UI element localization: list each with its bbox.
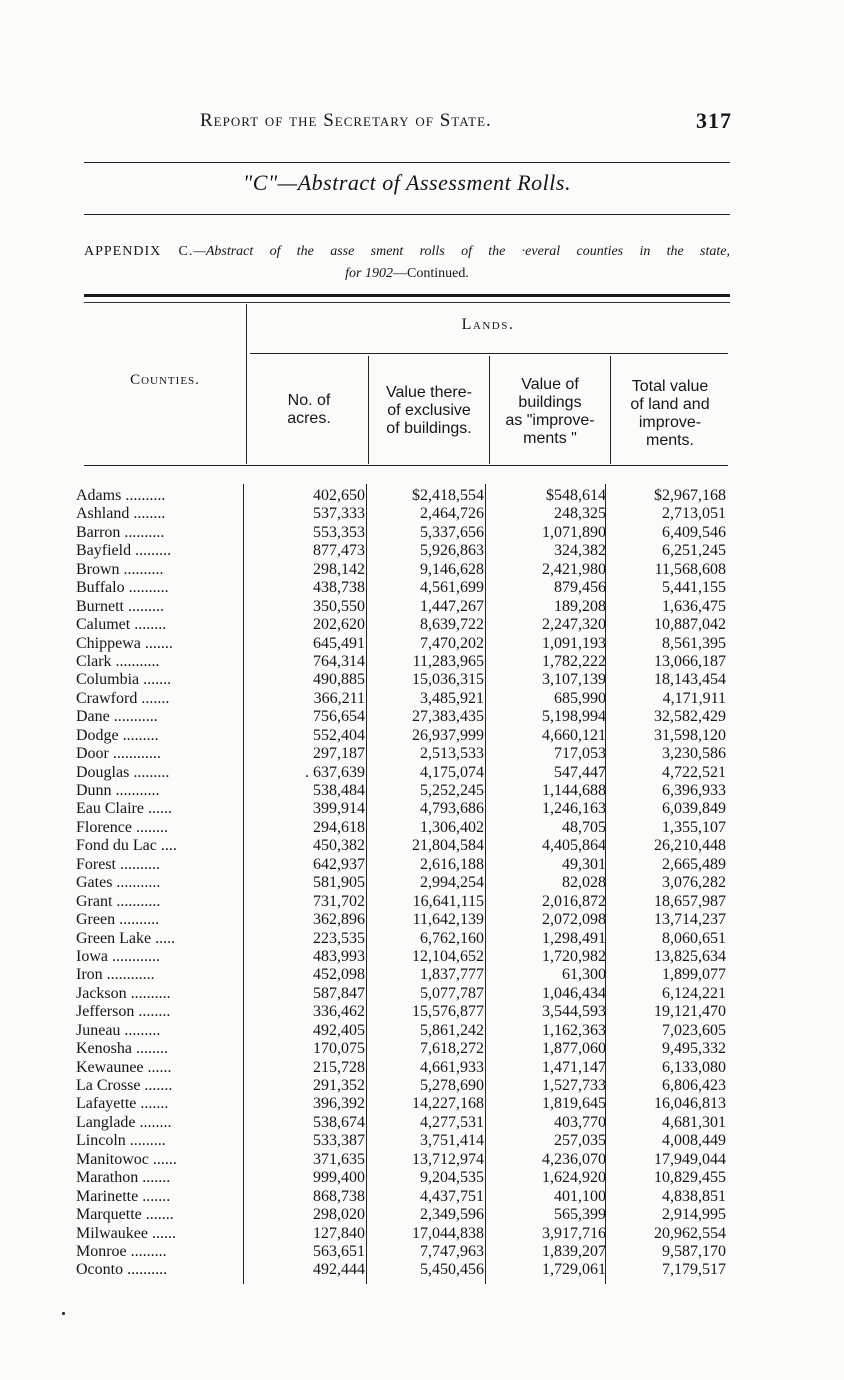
total-value-cell: 7,023,605 [662,1021,726,1039]
county-name: Crawford ....... [76,689,170,707]
table-row [0,671,844,689]
column-header-line: Value there- [386,384,472,401]
total-value-cell: 13,066,187 [654,652,726,670]
column-header-line: acres. [287,410,331,427]
buildings-value-cell: 1,091,193 [542,634,606,652]
total-value-cell: 8,561,395 [662,634,726,652]
total-value-cell: 11,568,608 [654,560,726,578]
total-value-cell: 6,251,245 [662,542,726,560]
land-value-cell: 7,470,202 [420,634,484,652]
table-top-thick-rule [84,294,730,297]
table-row [0,800,844,818]
land-value-cell: 8,639,722 [420,616,484,634]
land-value-cell: 7,618,272 [420,1040,484,1058]
total-value-cell: 6,806,423 [662,1077,726,1094]
land-value-cell: 2,513,533 [420,745,484,763]
buildings-value-cell: 1,720,982 [542,947,606,965]
land-value-cell: 27,383,435 [412,708,484,726]
buildings-value-cell: $548,614 [546,487,606,504]
column-header-acres [252,392,366,428]
table-row [0,1206,844,1224]
total-value-cell: 9,587,170 [662,1242,726,1260]
table-row [0,1114,844,1132]
buildings-value-cell: 1,729,061 [542,1261,606,1279]
acres-cell: 492,405 [313,1021,365,1039]
land-value-cell: 14,227,168 [412,1095,484,1113]
land-value-cell: 21,804,584 [412,837,484,855]
table-row [0,598,844,616]
table-body [0,487,844,1280]
total-value-cell: 1,636,475 [662,597,726,615]
table-row [0,542,844,560]
appendix-text-line1: —Abstract of the asse sment rolls of the ·everal counties in the state, [193,244,731,259]
total-value-cell: 2,713,051 [662,505,726,523]
county-name: Oconto .......... [76,1261,168,1279]
rule-bottom [84,214,730,215]
acres-cell: 366,211 [313,689,365,707]
table-row [0,1040,844,1058]
buildings-value-cell: 49,301 [562,855,606,873]
land-value-cell: 5,278,690 [420,1077,484,1094]
acres-cell: 764,314 [313,652,365,670]
land-value-cell: 9,204,535 [420,1169,484,1187]
county-divider [246,304,247,464]
buildings-value-cell: 1,071,890 [542,523,606,541]
county-name: Langlade ........ [76,1113,172,1131]
running-header [200,108,732,138]
land-value-cell: 4,793,686 [420,800,484,818]
table-row [0,690,844,708]
buildings-value-cell: 4,236,070 [542,1150,606,1168]
acres-cell: 396,392 [313,1095,365,1113]
total-value-cell: 18,657,987 [654,892,726,910]
table-row [0,1151,844,1169]
total-value-cell: 20,962,554 [654,1224,726,1242]
appendix-caption [84,242,730,262]
buildings-value-cell: 1,471,147 [542,1058,606,1076]
total-value-cell: 16,046,813 [654,1095,726,1113]
table-row [0,911,844,929]
table-row [0,653,844,671]
land-value-cell: 4,561,699 [420,579,484,597]
table-row [0,579,844,597]
table-row [0,893,844,911]
appendix-caption-line2 [84,264,730,284]
acres-cell: 298,020 [313,1206,365,1224]
column-header-line: of buildings. [386,420,472,437]
total-value-cell: 5,441,155 [662,579,726,597]
table-row [0,837,844,855]
buildings-value-cell: 2,247,320 [542,616,606,634]
table-row [0,1243,844,1261]
acres-cell: 450,382 [313,837,365,855]
buildings-value-cell: 3,107,139 [542,671,606,689]
table-row [0,1077,844,1095]
buildings-value-cell: 324,382 [554,542,606,560]
table-row [0,616,844,634]
acres-cell: 402,650 [313,487,365,504]
total-value-cell: 9,495,332 [662,1040,726,1058]
buildings-value-cell: 1,782,222 [542,652,606,670]
buildings-value-cell: 1,246,163 [542,800,606,818]
table-row [0,745,844,763]
acres-cell: 868,738 [313,1187,365,1205]
acres-cell: . 637,639 [305,763,365,781]
acres-cell: 490,885 [313,671,365,689]
table-top-thin-rule [84,302,730,303]
land-value-cell: 2,994,254 [420,874,484,892]
land-value-cell: 4,175,074 [420,763,484,781]
county-name: Columbia ....... [76,671,172,689]
table-row [0,1261,844,1279]
county-name: Florence ........ [76,818,168,836]
table-row [0,505,844,523]
buildings-value-cell: 4,660,121 [542,726,606,744]
total-value-cell: 19,121,470 [654,1003,726,1021]
total-value-cell: 32,582,429 [654,708,726,726]
buildings-value-cell: 189,208 [554,597,606,615]
acres-cell: 350,550 [313,597,365,615]
total-value-cell: 3,230,586 [662,745,726,763]
county-name: Lafayette ....... [76,1095,169,1113]
acres-cell: 537,333 [313,505,365,523]
table-row [0,782,844,800]
county-name: La Crosse ....... [76,1077,173,1094]
land-value-cell: 3,485,921 [420,689,484,707]
buildings-value-cell: 403,770 [554,1113,606,1131]
land-value-cell: 2,616,188 [420,855,484,873]
land-value-cell: 5,861,242 [420,1021,484,1039]
table-row [0,1022,844,1040]
county-name: Green Lake ..... [76,929,176,947]
lands-group-header: Lands. [461,316,515,333]
land-value-cell: 4,277,531 [420,1113,484,1131]
table-row [0,1225,844,1243]
total-value-cell: $2,967,168 [654,487,726,504]
table-row [0,1169,844,1187]
total-value-cell: 6,124,221 [662,984,726,1002]
buildings-value-cell: 4,405,864 [542,837,606,855]
column-header-line: ments " [523,430,577,447]
county-name: Dane ........... [76,708,158,726]
column-header-line: Value of [521,376,579,393]
county-name: Iron ............ [76,966,155,984]
column-header-line: as "improve- [505,412,595,429]
table-row [0,764,844,782]
acres-cell: 297,187 [313,745,365,763]
buildings-value-cell: 48,705 [562,818,606,836]
lands-underline [250,353,728,354]
table-row [0,487,844,505]
land-value-cell: 11,642,139 [412,911,484,929]
buildings-value-cell: 257,035 [554,1132,606,1150]
total-value-cell: 4,838,851 [662,1187,726,1205]
land-value-cell: 16,641,115 [412,892,484,910]
buildings-value-cell: 82,028 [562,874,606,892]
column-header-line: ments. [645,432,694,449]
table-row [0,561,844,579]
buildings-value-cell: 3,544,593 [542,1003,606,1021]
land-value-cell: 6,762,160 [420,929,484,947]
county-name: Calumet ........ [76,616,167,634]
acres-cell: 215,728 [313,1058,365,1076]
county-name: Manitowoc ...... [76,1150,177,1168]
col-divider-1 [368,356,369,464]
buildings-value-cell: 2,421,980 [542,560,606,578]
total-value-cell: 2,665,489 [662,855,726,873]
total-value-cell: 6,396,933 [662,782,726,799]
county-name: Marquette ....... [76,1206,174,1224]
county-name: Kewaunee ...... [76,1058,172,1076]
total-value-cell: 6,039,849 [662,800,726,818]
table-row [0,930,844,948]
acres-cell: 298,142 [313,560,365,578]
county-name: Grant ........... [76,892,161,910]
county-name: Kenosha ........ [76,1040,168,1058]
land-value-cell: 17,044,838 [412,1224,484,1242]
land-value-cell: 7,747,963 [420,1242,484,1260]
appendix-continued: —Continued. [393,266,469,281]
appendix-year: for 1902 [345,266,393,281]
buildings-value-cell: 1,839,207 [542,1242,606,1260]
county-name: Eau Claire ...... [76,800,172,818]
acres-cell: 756,654 [313,708,365,726]
land-value-cell: 12,104,652 [412,947,484,965]
county-name: Marathon ....... [76,1169,171,1187]
land-value-cell: 26,937,999 [412,726,484,744]
acres-cell: 223,535 [313,929,365,947]
buildings-value-cell: 1,624,920 [542,1169,606,1187]
land-value-cell: 3,751,414 [420,1132,484,1150]
total-value-cell: 4,008,449 [662,1132,726,1150]
buildings-value-cell: 5,198,994 [542,708,606,726]
table-row [0,874,844,892]
buildings-value-cell: 1,819,645 [542,1095,606,1113]
acres-cell: 731,702 [313,892,365,910]
table-row [0,1188,844,1206]
acres-cell: 483,993 [313,947,365,965]
column-header-line: buildings [518,394,582,411]
county-name: Bayfield ......... [76,542,172,560]
total-value-cell: 6,409,546 [662,523,726,541]
acres-cell: 642,937 [313,855,365,873]
acres-cell: 371,635 [313,1150,365,1168]
total-value-cell: 13,825,634 [654,947,726,965]
acres-cell: 291,352 [313,1077,365,1094]
table-row [0,727,844,745]
total-value-cell: 13,714,237 [654,911,726,929]
county-name: Monroe ......... [76,1242,167,1260]
table-row [0,635,844,653]
county-name: Chippewa ....... [76,634,173,652]
table-row [0,1059,844,1077]
total-value-cell: 6,133,080 [662,1058,726,1076]
acres-cell: 538,674 [313,1113,365,1131]
table-row [0,708,844,726]
acres-cell: 538,484 [313,782,365,799]
county-name: Dodge ......... [76,726,159,744]
county-name: Fond du Lac .... [76,837,177,855]
buildings-value-cell: 401,100 [554,1187,606,1205]
acres-cell: 492,444 [313,1261,365,1279]
table-row [0,1095,844,1113]
acres-cell: 552,404 [313,726,365,744]
total-value-cell: 4,681,301 [662,1113,726,1131]
column-header-buildings [491,376,609,448]
page-speck [62,1312,65,1315]
table-row [0,966,844,984]
col-divider-3 [610,356,611,464]
county-name: Marinette ....... [76,1187,171,1205]
acres-cell: 452,098 [313,966,365,984]
county-name: Douglas ......... [76,763,170,781]
total-value-cell: 7,179,517 [662,1261,726,1279]
county-name: Adams .......... [76,487,166,504]
buildings-value-cell: 2,072,098 [542,911,606,929]
acres-cell: 294,618 [313,818,365,836]
section-title: "C"—Abstract of Assessment Rolls. [243,170,571,195]
running-title: Report of the Secretary of State. [200,110,492,131]
county-name: Dunn ........... [76,782,160,799]
rule-top [84,162,730,163]
total-value-cell: 8,060,651 [662,929,726,947]
county-name: Jefferson ........ [76,1003,171,1021]
county-name: Door ............ [76,745,161,763]
buildings-value-cell: 1,162,363 [542,1021,606,1039]
buildings-value-cell: 2,016,872 [542,892,606,910]
land-value-cell: 5,252,245 [420,782,484,799]
buildings-value-cell: 1,877,060 [542,1040,606,1058]
county-name: Brown .......... [76,560,164,578]
buildings-value-cell: 1,527,733 [542,1077,606,1094]
land-value-cell: 5,077,787 [420,984,484,1002]
county-name: Milwaukee ...... [76,1224,176,1242]
counties-header: Counties. [130,372,200,388]
county-name: Burnett ......... [76,597,164,615]
table-row [0,524,844,542]
table-row [0,819,844,837]
county-name: Green .......... [76,911,160,929]
acres-cell: 399,914 [313,800,365,818]
county-name: Gates ........... [76,874,161,892]
buildings-value-cell: 879,456 [554,579,606,597]
buildings-value-cell: 1,298,491 [542,929,606,947]
acres-cell: 999,400 [313,1169,365,1187]
total-value-cell: 3,076,282 [662,874,726,892]
column-header-line: No. of [287,392,331,409]
buildings-value-cell: 565,399 [554,1206,606,1224]
land-value-cell: 1,837,777 [420,966,484,984]
acres-cell: 170,075 [313,1040,365,1058]
acres-cell: 645,491 [313,634,365,652]
total-value-cell: 17,949,044 [654,1150,726,1168]
land-value-cell: 4,661,933 [420,1058,484,1076]
page-number: 317 [696,108,732,133]
land-value-cell: 1,306,402 [420,818,484,836]
land-value-cell: 15,036,315 [412,671,484,689]
total-value-cell: 4,171,911 [662,689,726,707]
acres-cell: 553,353 [313,523,365,541]
total-value-cell: 31,598,120 [654,726,726,744]
table-row [0,1132,844,1150]
land-value-cell: $2,418,554 [412,487,484,504]
total-value-cell: 18,143,454 [654,671,726,689]
buildings-value-cell: 3,917,716 [542,1224,606,1242]
column-header-line: Total value [631,378,709,395]
buildings-value-cell: 248,325 [554,505,606,523]
column-header-line: of land and [630,396,710,413]
county-name: Jackson .......... [76,984,171,1002]
acres-cell: 127,840 [313,1224,365,1242]
table-row [0,1003,844,1021]
land-value-cell: 15,576,877 [412,1003,484,1021]
land-value-cell: 5,450,456 [420,1261,484,1279]
county-name: Buffalo .......... [76,579,169,597]
land-value-cell: 2,349,596 [420,1206,484,1224]
county-name: Forest .......... [76,855,160,873]
land-value-cell: 2,464,726 [420,505,484,523]
acres-cell: 438,738 [313,579,365,597]
acres-cell: 362,896 [313,911,365,929]
total-value-cell: 26,210,448 [654,837,726,855]
acres-cell: 877,473 [313,542,365,560]
buildings-value-cell: 61,300 [562,966,606,984]
land-value-cell: 5,926,863 [420,542,484,560]
county-name: Juneau ......... [76,1021,161,1039]
land-value-cell: 1,447,267 [420,597,484,615]
table-row [0,948,844,966]
table-row [0,856,844,874]
land-value-cell: 9,146,628 [420,560,484,578]
table-row [0,985,844,1003]
land-value-cell: 5,337,656 [420,523,484,541]
county-name: Ashland ........ [76,505,166,523]
buildings-value-cell: 1,144,688 [542,782,606,799]
column-header-total [612,378,728,450]
col-divider-2 [489,356,490,464]
county-name: Clark ........... [76,652,160,670]
column-header-line: of exclusive [387,402,471,419]
land-value-cell: 13,712,974 [412,1150,484,1168]
acres-cell: 202,620 [313,616,365,634]
county-name: Barron .......... [76,523,165,541]
buildings-value-cell: 717,053 [554,745,606,763]
county-name: Lincoln ......... [76,1132,166,1150]
appendix-label: APPENDIX C. [84,244,194,259]
buildings-value-cell: 685,990 [554,689,606,707]
county-name: Iowa ............ [76,947,160,965]
total-value-cell: 1,355,107 [662,818,726,836]
buildings-value-cell: 1,046,434 [542,984,606,1002]
acres-cell: 533,387 [313,1132,365,1150]
total-value-cell: 10,887,042 [654,616,726,634]
acres-cell: 336,462 [313,1003,365,1021]
total-value-cell: 2,914,995 [662,1206,726,1224]
header-bottom-rule [84,465,728,466]
acres-cell: 581,905 [313,874,365,892]
buildings-value-cell: 547,447 [554,763,606,781]
column-header-land-value [370,384,488,438]
total-value-cell: 1,899,077 [662,966,726,984]
column-header-line: improve- [638,414,702,431]
land-value-cell: 4,437,751 [420,1187,484,1205]
acres-cell: 563,651 [313,1242,365,1260]
acres-cell: 587,847 [313,984,365,1002]
total-value-cell: 10,829,455 [654,1169,726,1187]
total-value-cell: 4,722,521 [662,763,726,781]
land-value-cell: 11,283,965 [412,652,484,670]
